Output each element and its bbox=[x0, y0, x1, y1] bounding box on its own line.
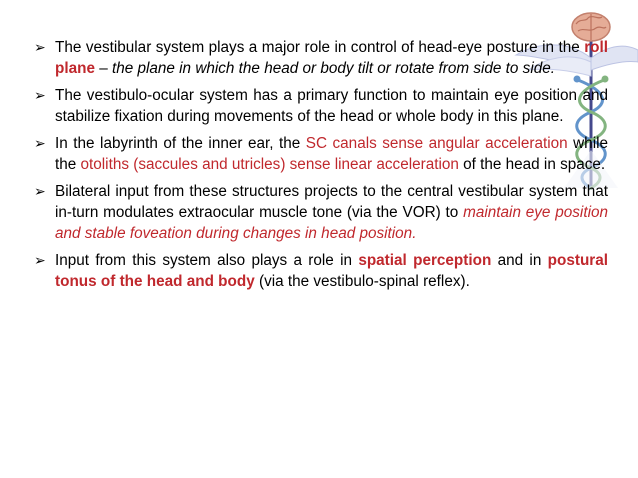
bullet-text-segment: roll plane bbox=[55, 39, 608, 77]
bullet-labyrinth bbox=[34, 133, 608, 175]
bullet-text-segment: and in bbox=[491, 252, 548, 269]
bullet-roll-plane bbox=[34, 37, 608, 79]
bullet-arrow-icon: ➢ bbox=[34, 135, 46, 151]
bullet-text-segment: the plane in which the head or body tilt or rotate from side to side. bbox=[111, 60, 555, 77]
bullet-text-segment: while the bbox=[55, 135, 608, 173]
bullet-bilateral-input bbox=[34, 181, 608, 244]
bullet-vestibulo-ocular bbox=[34, 85, 608, 127]
bullet-list bbox=[34, 37, 608, 298]
bullet-text-segment: otoliths (saccules and utricles) sense linear acceleration bbox=[80, 156, 459, 173]
bullet-text-segment: Input from this system also plays a role in bbox=[55, 252, 359, 269]
bullet-arrow-icon: ➢ bbox=[34, 39, 46, 55]
bullet-text-segment: The vestibular system plays a major role in control of head-eye posture in the bbox=[55, 39, 585, 56]
bullet-text-segment: Bilateral input from these structures projects to the central vestibular system that in-turn modulates extraocular muscle tone (via the VOR) to bbox=[55, 183, 608, 221]
bullet-spatial-perception bbox=[34, 250, 608, 292]
bullet-text-segment: The vestibulo-ocular system has a primary function to maintain eye position and stabilize fixation during movements of the head or whole body in this plane. bbox=[55, 87, 608, 125]
bullet-arrow-icon: ➢ bbox=[34, 183, 46, 199]
bullet-arrow-icon: ➢ bbox=[34, 87, 46, 103]
bullet-text-segment: postural tonus of the head and body bbox=[55, 252, 608, 290]
bullet-text-segment: In the labyrinth of the inner ear, the bbox=[55, 135, 306, 152]
bullet-text-segment: maintain eye position and stable foveation during changes in head position. bbox=[55, 204, 608, 242]
bullet-text-segment: spatial perception bbox=[358, 252, 492, 269]
bullet-text-segment: SC canals sense angular acceleration bbox=[305, 135, 568, 152]
bullet-text-segment: (via the vestibulo-spinal reflex). bbox=[254, 273, 470, 290]
bullet-text-segment: of the head in space. bbox=[458, 156, 606, 173]
bullet-arrow-icon: ➢ bbox=[34, 252, 46, 268]
bullet-text-segment: – bbox=[94, 60, 112, 77]
